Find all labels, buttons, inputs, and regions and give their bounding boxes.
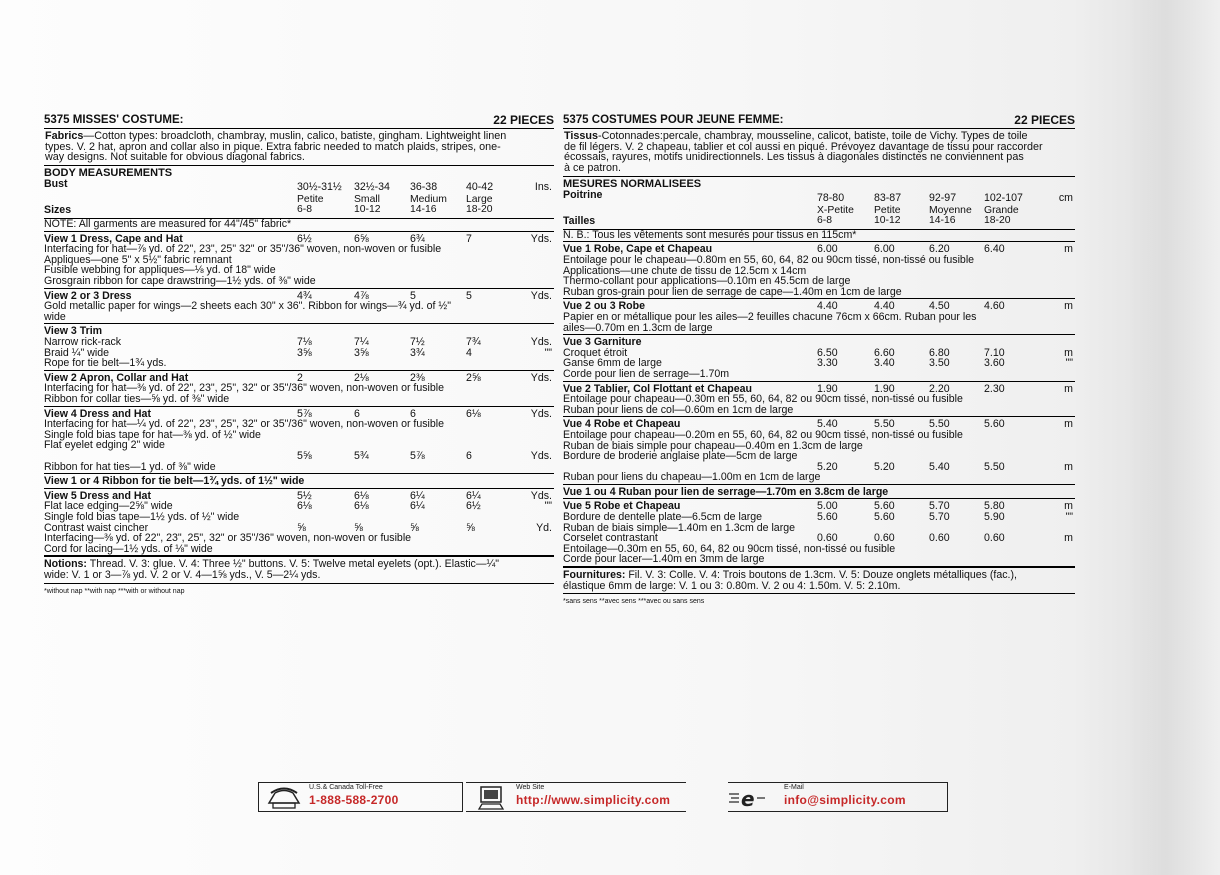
yardage-value: 6⅛ bbox=[354, 500, 369, 513]
yardage-unit: m bbox=[1064, 300, 1073, 313]
measurement-note bbox=[44, 219, 554, 232]
size-name: Grande bbox=[984, 204, 1019, 216]
view-section bbox=[44, 232, 554, 289]
measurement-note bbox=[563, 230, 1075, 243]
requirement-text: Rope for tie belt—1¾ yds. bbox=[44, 357, 167, 370]
email-box bbox=[728, 782, 948, 812]
fabrics-paragraph bbox=[44, 128, 554, 166]
yardage-value: 3¾ bbox=[410, 346, 425, 359]
yardage-value: 6½ bbox=[297, 232, 312, 245]
yardage-value: ⅝ bbox=[410, 521, 419, 534]
size-range: 10-12 bbox=[874, 214, 901, 226]
requirement-text: Narrow rick-rack bbox=[44, 336, 122, 349]
yardage-value: 6¾ bbox=[410, 232, 425, 245]
view-section bbox=[563, 242, 1075, 299]
yardage-value: 5.00 bbox=[817, 500, 838, 513]
yardage-value: 4.50 bbox=[929, 300, 950, 313]
yardage-unit: Yds. bbox=[530, 449, 552, 462]
yardage-value: 2.20 bbox=[929, 382, 950, 395]
yardage-value: 6¼ bbox=[466, 489, 481, 502]
notions-text: Thread. V. 3: glue. V. 4: Three ½" buttons. V. 5: Twelve metal eyelets (opt.). Elastic—¼" bbox=[86, 558, 500, 571]
costume-title: 5375 MISSES' COSTUME: bbox=[44, 114, 184, 126]
yardage-unit: m bbox=[1064, 418, 1073, 431]
web-url[interactable]: http://www.simplicity.com bbox=[516, 793, 671, 807]
yardage-value: 6 bbox=[466, 449, 472, 462]
bust-value: 30½-31½ bbox=[297, 181, 342, 194]
requirement-text: Flat eyelet edging 2" wide bbox=[44, 439, 165, 452]
size-name: Petite bbox=[297, 194, 324, 206]
body-measurements-heading: BODY MEASUREMENTS bbox=[44, 167, 173, 180]
yardage-value: 6⅛ bbox=[466, 407, 481, 420]
yardage-value: 4⅞ bbox=[354, 289, 369, 302]
computer-icon bbox=[472, 785, 510, 811]
yardage-value: 6 bbox=[410, 407, 416, 420]
notions-paragraph bbox=[44, 556, 554, 583]
bust-value: 102-107 bbox=[984, 191, 1023, 204]
requirement-line bbox=[563, 323, 1075, 334]
phone-icon bbox=[265, 785, 303, 811]
yardage-value: 7⅛ bbox=[297, 336, 312, 349]
phone-box bbox=[258, 782, 463, 812]
yardage-value: 1.90 bbox=[874, 382, 895, 395]
requirement-text: Croquet étroit bbox=[563, 346, 628, 359]
svg-text:e: e bbox=[741, 787, 755, 811]
yardage-value: 4.40 bbox=[874, 300, 895, 313]
requirement-text: Ruban pour liens de col—0.60m en 1cm de large bbox=[563, 403, 794, 416]
yardage-unit: Yds. bbox=[530, 407, 552, 420]
yardage-value: 5.70 bbox=[929, 500, 950, 513]
yardage-value: 6.50 bbox=[817, 346, 838, 359]
yardage-value: 5.60 bbox=[817, 511, 838, 524]
requirement-text: wide bbox=[44, 310, 66, 323]
fabrics-text: à ce patron. bbox=[564, 162, 622, 175]
view-section bbox=[563, 382, 1075, 418]
requirement-text: Bordure de dentelle plate—6.5cm de large bbox=[563, 511, 763, 524]
view-section bbox=[563, 335, 1075, 381]
view-section bbox=[563, 499, 1075, 567]
size-name: X-Petite bbox=[817, 204, 854, 216]
requirement-text: Ganse 6mm de large bbox=[563, 357, 662, 370]
view-section bbox=[44, 324, 554, 370]
view-section bbox=[563, 299, 1075, 335]
requirement-text: Flat lace edging—2⅝" wide bbox=[44, 500, 173, 513]
requirement-text: Entoilage pour le chapeau—0.80m en 55, 60, 64, 82 ou 90cm tissé, non-tissé ou fusible bbox=[563, 254, 975, 266]
yardage-value: 7¾ bbox=[466, 336, 481, 349]
yardage-value: 6.00 bbox=[874, 243, 895, 256]
yardage-value: 4.60 bbox=[984, 300, 1005, 313]
yardage-value: 7¼ bbox=[354, 336, 369, 349]
requirement-text: Corselet contrastant bbox=[563, 532, 658, 545]
yardage-value: 5.80 bbox=[984, 500, 1005, 513]
body-measurements-heading: MESURES NORMALISEES bbox=[563, 177, 702, 190]
requirement-text: Corde pour lien de serrage—1.70m bbox=[563, 367, 730, 380]
yardage-value: ⅝ bbox=[354, 521, 363, 534]
requirement-line bbox=[44, 476, 554, 487]
requirement-text: Ruban pour liens du chapeau—1.00m en 1cm de large bbox=[563, 471, 821, 484]
yardage-value: 4¾ bbox=[297, 289, 312, 302]
yardage-value: 5.50 bbox=[929, 418, 950, 431]
phone-caption: U.S.& Canada Toll-Free bbox=[309, 784, 383, 791]
yardage-value: 3⅝ bbox=[354, 346, 369, 359]
notions-paragraph bbox=[563, 567, 1075, 594]
notions-line bbox=[563, 581, 1075, 592]
yardage-value: 5.90 bbox=[984, 511, 1005, 524]
requirement-text: Contrast waist cincher bbox=[44, 521, 149, 534]
view-section bbox=[563, 417, 1075, 485]
costume-header bbox=[44, 113, 554, 128]
yardage-value: 5.20 bbox=[817, 460, 838, 473]
yardage-value: 0.60 bbox=[817, 532, 838, 545]
bust-unit: Ins. bbox=[534, 181, 552, 194]
costume-header bbox=[563, 113, 1075, 128]
requirement-line bbox=[44, 312, 554, 323]
contact-bar bbox=[258, 778, 948, 814]
yardage-value: 5⅞ bbox=[297, 407, 312, 420]
requirement-text: Corde pour lacer—1.40m en 3mm de large bbox=[563, 553, 765, 566]
yardage-value: 5⅞ bbox=[410, 449, 425, 462]
view-heading: Vue 5 Robe et Chapeau bbox=[563, 500, 681, 513]
yardage-unit: m bbox=[1064, 243, 1073, 256]
view-heading: Vue 2 ou 3 Robe bbox=[563, 300, 646, 313]
french-column bbox=[563, 113, 1075, 606]
fabrics-line bbox=[564, 152, 1075, 163]
view-heading: Vue 2 Tablier, Col Flottant et Chapeau bbox=[563, 382, 752, 395]
web-caption: Web Site bbox=[516, 784, 545, 791]
yardage-value: ⅝ bbox=[466, 521, 475, 534]
yardage-value: 6¼ bbox=[410, 489, 425, 502]
nap-footnote: *without nap **with nap ***with or without nap bbox=[44, 587, 185, 595]
requirement-line bbox=[44, 301, 554, 312]
fabrics-text: écossais, rayures, motifs unidirectionnels. Les tissus à diagonales distinctes ne conviennent pas bbox=[564, 151, 1024, 164]
fabrics-line bbox=[564, 163, 1075, 174]
yardage-unit: Yds. bbox=[530, 289, 552, 302]
yardage-value: 6.80 bbox=[929, 346, 950, 359]
sizes-row bbox=[44, 191, 554, 217]
requirement-text: Fusible webbing for appliques—⅛ yd. of 18" wide bbox=[44, 264, 276, 277]
requirement-line bbox=[563, 554, 1075, 565]
note-text: NOTE: All garments are measured for 44"/45" fabric* bbox=[44, 218, 292, 231]
yardage-value: 6⅝ bbox=[354, 232, 369, 245]
size-name: Large bbox=[466, 194, 493, 206]
yardage-unit: m bbox=[1064, 500, 1073, 513]
fabrics-paragraph bbox=[563, 128, 1075, 177]
requirement-line bbox=[44, 276, 554, 287]
requirement-text: Ribbon for collar ties—⅝ yd. of ⅜" wide bbox=[44, 393, 230, 406]
yardage-value: 0.60 bbox=[874, 532, 895, 545]
nap-footnote: *sans sens **avec sens ***avec ou sans sens bbox=[563, 598, 705, 606]
costume-title: 5375 COSTUMES POUR JEUNE FEMME: bbox=[563, 114, 784, 126]
view-heading: View 1 Dress, Cape and Hat bbox=[44, 232, 183, 245]
yardage-unit: "" bbox=[544, 346, 552, 359]
requirement-text: ailes—0.70m en 1.3cm de large bbox=[563, 321, 713, 334]
notions-line bbox=[44, 570, 554, 581]
fabrics-text: —Cotton types: broadcloth, chambray, muslin, calico, batiste, gingham. Lightweight linen bbox=[83, 130, 507, 142]
requirement-line bbox=[563, 472, 1075, 483]
yardage-value: 5.20 bbox=[874, 460, 895, 473]
yardage-value: 6 bbox=[354, 407, 360, 420]
yardage-unit: Yd. bbox=[536, 521, 552, 534]
requirement-text: Braid ¼" wide bbox=[44, 346, 110, 359]
size-name: Moyenne bbox=[929, 204, 972, 216]
note-line bbox=[563, 230, 1075, 241]
view-section bbox=[563, 485, 1075, 500]
notions-text: élastique 6mm de large: V. 1 ou 3: 0.80m. V. 2 ou 4: 1.50m. V. 5: 2.10m. bbox=[563, 579, 901, 592]
view-heading: View 3 Trim bbox=[44, 325, 103, 338]
requirement-line bbox=[44, 462, 554, 473]
requirement-text: Bordure de broderie anglaise plate—5cm de large bbox=[563, 450, 798, 463]
bust-value: 92-97 bbox=[929, 191, 957, 204]
phone-number: 1-888-588-2700 bbox=[309, 793, 399, 807]
requirement-text: Papier en or métallique pour les ailes—2 feuilles chacune 76cm x 66cm. Ruban pour les bbox=[563, 310, 977, 323]
fabrics-text: way designs. Not suitable for obvious diagonal fabrics. bbox=[45, 151, 305, 164]
yardage-value: 3.40 bbox=[874, 357, 895, 370]
requirement-text: Appliques—one 5" x 5½" fabric remnant bbox=[44, 253, 232, 266]
requirement-text: Single fold bias tape—1½ yds. of ½" wide bbox=[44, 510, 240, 523]
requirement-text: Interfacing for hat—⅞ yd. of 22", 23", 25" 32" or 35"/36" woven, non-woven or fusible bbox=[44, 243, 442, 256]
yardage-unit: Yds. bbox=[530, 371, 552, 384]
yardage-value: 5.60 bbox=[874, 511, 895, 524]
requirement-line bbox=[563, 255, 1075, 266]
yardage-value: 6⅛ bbox=[297, 500, 312, 513]
bust-label: Poitrine bbox=[563, 188, 603, 201]
yardage-value: 6¼ bbox=[410, 500, 425, 513]
yardage-value: 5.40 bbox=[929, 460, 950, 473]
yardage-unit: "" bbox=[1065, 357, 1073, 370]
yardage-value: 0.60 bbox=[984, 532, 1005, 545]
requirement-line bbox=[44, 358, 554, 369]
size-range: 6-8 bbox=[297, 204, 313, 216]
fabrics-text: types. V. 2 hat, apron and collar also in pique. Extra fabric needed to match plaids, stripes, one- bbox=[45, 140, 501, 153]
notions-label: Fournitures: bbox=[563, 569, 626, 582]
yardage-unit: Yds. bbox=[530, 489, 552, 502]
yardage-value: 7 bbox=[466, 232, 472, 245]
yardage-value: ⅝ bbox=[297, 521, 306, 534]
note-text: N. B.: Tous les vêtements sont mesurés pour tissus en 115cm* bbox=[563, 228, 857, 241]
view-heading: View 4 Dress and Hat bbox=[44, 407, 151, 420]
view-heading: View 1 or 4 Ribbon for tie belt—1¾ yds. of 1½" wide bbox=[44, 475, 305, 488]
yardage-unit: m bbox=[1064, 382, 1073, 395]
fabrics-label: Fabrics bbox=[45, 130, 84, 142]
english-column bbox=[44, 113, 554, 596]
yardage-value: 5⅝ bbox=[297, 449, 312, 462]
yardage-value: 5 bbox=[410, 289, 416, 302]
yardage-value: 1.90 bbox=[817, 382, 838, 395]
yardage-value: 3.50 bbox=[929, 357, 950, 370]
requirement-text: Ribbon for hat ties—1 yd. of ⅜" wide bbox=[44, 460, 216, 473]
requirement-text: Ruban gros-grain pour lien de serrage de cape—1.40m en 1cm de large bbox=[563, 285, 902, 298]
bust-row bbox=[563, 190, 1075, 202]
size-name: Petite bbox=[874, 204, 901, 216]
view-section bbox=[44, 474, 554, 489]
yardage-value: 7½ bbox=[410, 336, 425, 349]
size-name: Medium bbox=[410, 194, 447, 206]
yardage-value: 7.10 bbox=[984, 346, 1005, 359]
yardage-value: 5 bbox=[466, 289, 472, 302]
view-heading: View 5 Dress and Hat bbox=[44, 489, 151, 502]
bust-value: 78-80 bbox=[817, 191, 845, 204]
yardage-value: 4 bbox=[466, 346, 472, 359]
requirement-line bbox=[563, 487, 1075, 498]
requirement-text: Interfacing for hat—¼ yd. of 22", 23", 25", 32" or 35"/36" woven, non-woven or fusible bbox=[44, 418, 445, 431]
yardage-value: 5.50 bbox=[874, 418, 895, 431]
yardage-value: 5.40 bbox=[817, 418, 838, 431]
size-range: 18-20 bbox=[466, 204, 493, 216]
notions-text: wide: V. 1 or 3—⅞ yd. V. 2 or V. 4—1⅝ yds., V. 5—2¼ yds. bbox=[44, 568, 321, 581]
size-range: 18-20 bbox=[984, 214, 1011, 226]
yardage-value: 3.60 bbox=[984, 357, 1005, 370]
yardage-value: 6½ bbox=[466, 500, 481, 513]
notions-text: Fil. V. 3: Colle. V. 4: Trois boutons de 1.3cm. V. 5: Douze onglets métalliques (fac.), bbox=[625, 569, 1017, 582]
sizes-label: Sizes bbox=[44, 204, 72, 217]
requirement-line bbox=[44, 512, 554, 523]
requirement-text: Interfacing for hat—⅜ yd. of 22", 23", 25", 32" or 35"/36" woven, non-woven or fusible bbox=[44, 382, 445, 395]
requirement-text: Applications—une chute de tissu de 12.5cm x 14cm bbox=[563, 264, 807, 277]
yardage-value: 5¾ bbox=[354, 449, 369, 462]
view-heading: Vue 1 Robe, Cape et Chapeau bbox=[563, 243, 713, 256]
yardage-value: 2 bbox=[297, 371, 303, 384]
view-section bbox=[44, 289, 554, 325]
yardage-value: 3⅝ bbox=[297, 346, 312, 359]
requirement-line bbox=[563, 430, 1075, 441]
requirement-line bbox=[563, 369, 1075, 380]
yardage-unit: Yds. bbox=[530, 336, 552, 349]
view-heading: View 2 or 3 Dress bbox=[44, 289, 132, 302]
email-caption: E-Mail bbox=[784, 784, 804, 791]
note-line bbox=[44, 219, 554, 230]
requirement-text: Ruban de biais simple—1.40m en 1.3cm de large bbox=[563, 521, 796, 534]
fabrics-line bbox=[45, 152, 554, 163]
yardage-value: 6.00 bbox=[817, 243, 838, 256]
view-heading: View 2 Apron, Collar and Hat bbox=[44, 371, 189, 384]
size-name: Small bbox=[354, 194, 380, 206]
yardage-unit: "" bbox=[1065, 511, 1073, 524]
body-measurements bbox=[563, 177, 1075, 230]
fabrics-text: de fil légers. V. 2 chapeau, tablier et col aussi en piqué. Prévoyez davantage de tissu pour raccorder bbox=[564, 140, 1043, 153]
bust-label: Bust bbox=[44, 178, 68, 191]
fabrics-text: -Cotonnades:percale, chambray, mousseline, calicot, batiste, toile de Vichy. Types de toile bbox=[598, 130, 1028, 142]
bust-row bbox=[44, 178, 554, 194]
size-range: 10-12 bbox=[354, 204, 381, 216]
yardage-unit: m bbox=[1064, 346, 1073, 359]
email-icon bbox=[728, 785, 766, 811]
requirement-line bbox=[563, 312, 1075, 323]
yardage-value: 6.40 bbox=[984, 243, 1005, 256]
requirement-line bbox=[563, 405, 1075, 416]
sizes-row bbox=[563, 202, 1075, 228]
pieces-count: 22 PIECES bbox=[493, 113, 554, 127]
requirement-text: Single fold bias tape for hat—⅜ yd. of ½" wide bbox=[44, 428, 261, 441]
yardage-value: 3.30 bbox=[817, 357, 838, 370]
size-range: 14-16 bbox=[410, 204, 437, 216]
yardage-value: 5.60 bbox=[874, 500, 895, 513]
bust-value: 32½-34 bbox=[354, 181, 390, 194]
requirement-text: Thermo-collant pour applications—0.10m en 45.5cm de large bbox=[563, 275, 851, 288]
envelope-flap-shadow bbox=[1130, 0, 1220, 875]
pieces-count: 22 PIECES bbox=[1014, 113, 1075, 127]
requirement-line bbox=[44, 544, 554, 555]
view-section bbox=[44, 371, 554, 407]
view-heading: Vue 1 ou 4 Ruban pour lien de serrage—1.70m en 3.8cm de large bbox=[563, 485, 889, 498]
body-measurements bbox=[44, 166, 554, 219]
requirement-line bbox=[44, 394, 554, 405]
web-box bbox=[466, 782, 686, 812]
fabrics-label: Tissus bbox=[564, 130, 599, 142]
yardage-unit: Yds. bbox=[530, 232, 552, 245]
yardage-value: 0.60 bbox=[929, 532, 950, 545]
requirement-text: Interfacing—⅜ yd. of 22", 23", 25", 32" or 35"/36" woven, non-woven or fusible bbox=[44, 532, 412, 545]
email-address[interactable]: info@simplicity.com bbox=[784, 793, 906, 807]
yardage-value: 2.30 bbox=[984, 382, 1005, 395]
yardage-value: 4.40 bbox=[817, 300, 838, 313]
yardage-value: 5.60 bbox=[984, 418, 1005, 431]
requirement-text: Ruban de biais simple pour chapeau—0.40m en 1.3cm de large bbox=[563, 439, 863, 452]
bust-value: 40-42 bbox=[466, 181, 494, 194]
yardage-value: 6⅛ bbox=[354, 489, 369, 502]
requirement-text: Grosgrain ribbon for cape drawstring—1½ yds. of ⅜" wide bbox=[44, 275, 316, 288]
requirement-text: Gold metallic paper for wings—2 sheets each 30" x 36". Ribbon for wings—¾ yd. of ½" bbox=[44, 300, 451, 313]
bust-value: 83-87 bbox=[874, 191, 902, 204]
yardage-unit: m bbox=[1064, 460, 1073, 473]
view-section bbox=[44, 407, 554, 475]
yardage-unit: m bbox=[1064, 532, 1073, 545]
bust-unit: cm bbox=[1058, 191, 1073, 204]
yardage-value: 5.50 bbox=[984, 460, 1005, 473]
requirement-line bbox=[563, 287, 1075, 298]
yardage-value: 5½ bbox=[297, 489, 312, 502]
requirement-text: Entoilage pour chapeau—0.30m en 55, 60, 64, 82 ou 90cm tissé, non-tissé ou fusible bbox=[563, 393, 963, 406]
yardage-value: 2⅜ bbox=[410, 371, 425, 384]
requirement-text: Cord for lacing—1½ yds. of ⅛" wide bbox=[44, 542, 213, 555]
size-range: 14-16 bbox=[929, 214, 956, 226]
yardage-unit: "" bbox=[544, 500, 552, 513]
requirement-line bbox=[44, 451, 554, 462]
notions-label: Notions: bbox=[44, 558, 87, 571]
yardage-value: 6.60 bbox=[874, 346, 895, 359]
yardage-value: 2⅝ bbox=[466, 371, 481, 384]
yardage-value: 2⅛ bbox=[354, 371, 369, 384]
view-section bbox=[44, 489, 554, 557]
view-heading: Vue 4 Robe et Chapeau bbox=[563, 418, 681, 431]
yardage-value: 5.70 bbox=[929, 511, 950, 524]
requirement-text: Entoilage—0.30m en 55, 60, 64, 82 ou 90cm tissé, non-tissé ou fusible bbox=[563, 542, 896, 555]
requirement-text: Entoilage pour chapeau—0.20m en 55, 60, 64, 82 ou 90cm tissé, non-tissé ou fusible bbox=[563, 428, 963, 441]
yardage-value: 6.20 bbox=[929, 243, 950, 256]
bust-value: 36-38 bbox=[410, 181, 438, 194]
view-heading: Vue 3 Garniture bbox=[563, 336, 642, 349]
sizes-label: Tailles bbox=[563, 214, 596, 227]
size-range: 6-8 bbox=[817, 214, 833, 226]
